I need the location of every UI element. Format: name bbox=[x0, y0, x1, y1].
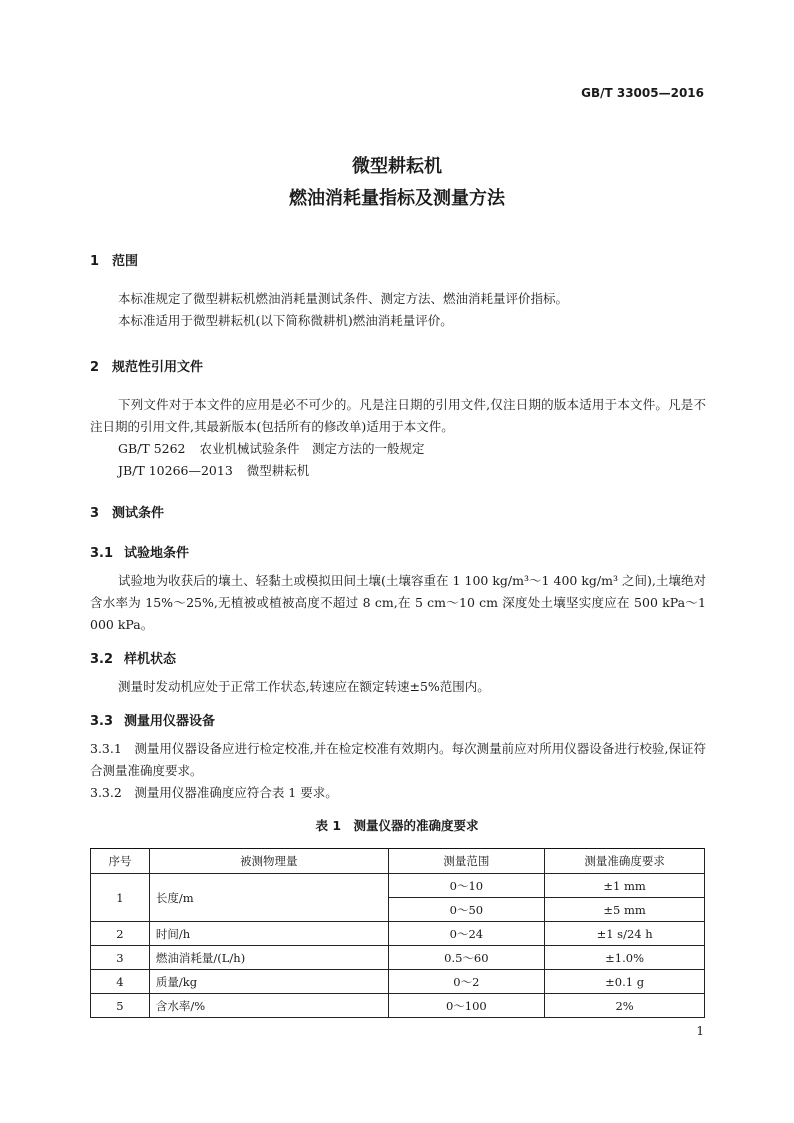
section-2-paragraph: 下列文件对于本文件的应用是必不可少的。凡是注日期的引用文件,仅注日期的版本适用于本文件。凡是不注日期的引用文件,其最新版本(包括所有的修改单)适用于本文件。 bbox=[90, 397, 706, 434]
subsection-title: 试验地条件 bbox=[124, 546, 190, 561]
table-row bbox=[91, 994, 705, 1018]
cell-range: 0～2 bbox=[388, 970, 545, 994]
cell-quantity: 时间/h bbox=[149, 922, 388, 946]
table-header-row bbox=[91, 849, 705, 874]
cell-accuracy: ±1 s/24 h bbox=[545, 922, 705, 946]
cell-accuracy: ±1.0% bbox=[545, 946, 705, 970]
table-row bbox=[91, 946, 705, 970]
cell-no: 1 bbox=[91, 874, 150, 922]
section-1-paragraph-1: 本标准规定了微型耕耘机燃油消耗量测试条件、测定方法、燃油消耗量评价指标。 bbox=[118, 291, 569, 306]
table-1-caption: 表 1 测量仪器的准确度要求 bbox=[315, 818, 479, 833]
cell-range: 0.5～60 bbox=[388, 946, 545, 970]
table-row bbox=[91, 874, 705, 898]
section-1-heading bbox=[90, 250, 138, 269]
subsection-number: 3.2 bbox=[90, 652, 114, 667]
table-row bbox=[91, 970, 705, 994]
section-3-3-heading bbox=[90, 710, 215, 729]
section-title: 范围 bbox=[112, 254, 139, 269]
clause-number: 3.3.2 bbox=[90, 785, 122, 800]
accuracy-requirements-table bbox=[90, 848, 705, 1018]
cell-no: 2 bbox=[91, 922, 150, 946]
reference-title: 微型耕耘机 bbox=[246, 463, 310, 478]
reference-code: GB/T 5262 bbox=[118, 441, 186, 456]
cell-quantity: 含水率/% bbox=[149, 994, 388, 1018]
cell-no: 3 bbox=[91, 946, 150, 970]
document-title-line2: 燃油消耗量指标及测量方法 bbox=[289, 188, 505, 209]
section-3-2-paragraph: 测量时发动机应处于正常工作状态,转速应在额定转速±5%范围内。 bbox=[118, 679, 490, 694]
column-header-no: 序号 bbox=[91, 849, 150, 874]
section-3-1-heading bbox=[90, 542, 189, 561]
section-3-2-heading bbox=[90, 648, 176, 667]
section-title: 规范性引用文件 bbox=[112, 360, 204, 375]
reference-1 bbox=[118, 438, 425, 460]
cell-range: 0～10 bbox=[388, 874, 545, 898]
section-title: 测试条件 bbox=[112, 506, 165, 521]
clause-text: 测量用仪器准确度应符合表 1 要求。 bbox=[134, 785, 338, 800]
cell-range: 0～50 bbox=[388, 898, 545, 922]
cell-quantity: 质量/kg bbox=[149, 970, 388, 994]
cell-range: 0～24 bbox=[388, 922, 545, 946]
section-number: 3 bbox=[90, 506, 100, 521]
clause-3-3-1 bbox=[90, 738, 706, 782]
column-header-accuracy: 测量准确度要求 bbox=[545, 849, 705, 874]
cell-accuracy: 2% bbox=[545, 994, 705, 1018]
reference-2 bbox=[118, 460, 309, 482]
reference-code: JB/T 10266—2013 bbox=[118, 463, 233, 478]
cell-quantity: 长度/m bbox=[149, 874, 388, 922]
subsection-title: 样机状态 bbox=[124, 652, 177, 667]
cell-accuracy: ±0.1 g bbox=[545, 970, 705, 994]
standard-code: GB/T 33005—2016 bbox=[581, 86, 704, 100]
subsection-number: 3.3 bbox=[90, 714, 114, 729]
document-title-line1: 微型耕耘机 bbox=[352, 156, 442, 177]
cell-no: 5 bbox=[91, 994, 150, 1018]
section-2-heading bbox=[90, 356, 203, 375]
cell-no: 4 bbox=[91, 970, 150, 994]
cell-accuracy: ±1 mm bbox=[545, 874, 705, 898]
cell-range: 0～100 bbox=[388, 994, 545, 1018]
page-number: 1 bbox=[696, 1024, 704, 1038]
reference-title: 农业机械试验条件 测定方法的一般规定 bbox=[199, 441, 425, 456]
clause-3-3-2 bbox=[90, 782, 338, 804]
section-3-heading bbox=[90, 502, 164, 521]
section-3-1-paragraph: 试验地为收获后的壤土、轻黏土或模拟田间土壤(土壤容重在 1 100 kg/m³～1 400 kg/m³ 之间),土壤绝对含水率为 15%～25%,无植被或植被高度不超过 8 cm,在 5 cm～10 cm 深度处土壤坚实度应在 500 kPa～1 000 kPa。 bbox=[90, 573, 706, 632]
section-number: 1 bbox=[90, 254, 100, 269]
section-1-paragraph-2: 本标准适用于微型耕耘机(以下简称微耕机)燃油消耗量评价。 bbox=[118, 313, 453, 328]
table-row bbox=[91, 922, 705, 946]
clause-number: 3.3.1 bbox=[90, 741, 122, 756]
cell-quantity: 燃油消耗量/(L/h) bbox=[149, 946, 388, 970]
clause-text: 测量用仪器设备应进行检定校准,并在检定校准有效期内。每次测量前应对所用仪器设备进行校验,保证符合测量准确度要求。 bbox=[90, 741, 706, 778]
cell-accuracy: ±5 mm bbox=[545, 898, 705, 922]
column-header-quantity: 被测物理量 bbox=[149, 849, 388, 874]
column-header-range: 测量范围 bbox=[388, 849, 545, 874]
section-number: 2 bbox=[90, 360, 100, 375]
subsection-title: 测量用仪器设备 bbox=[124, 714, 216, 729]
subsection-number: 3.1 bbox=[90, 546, 114, 561]
